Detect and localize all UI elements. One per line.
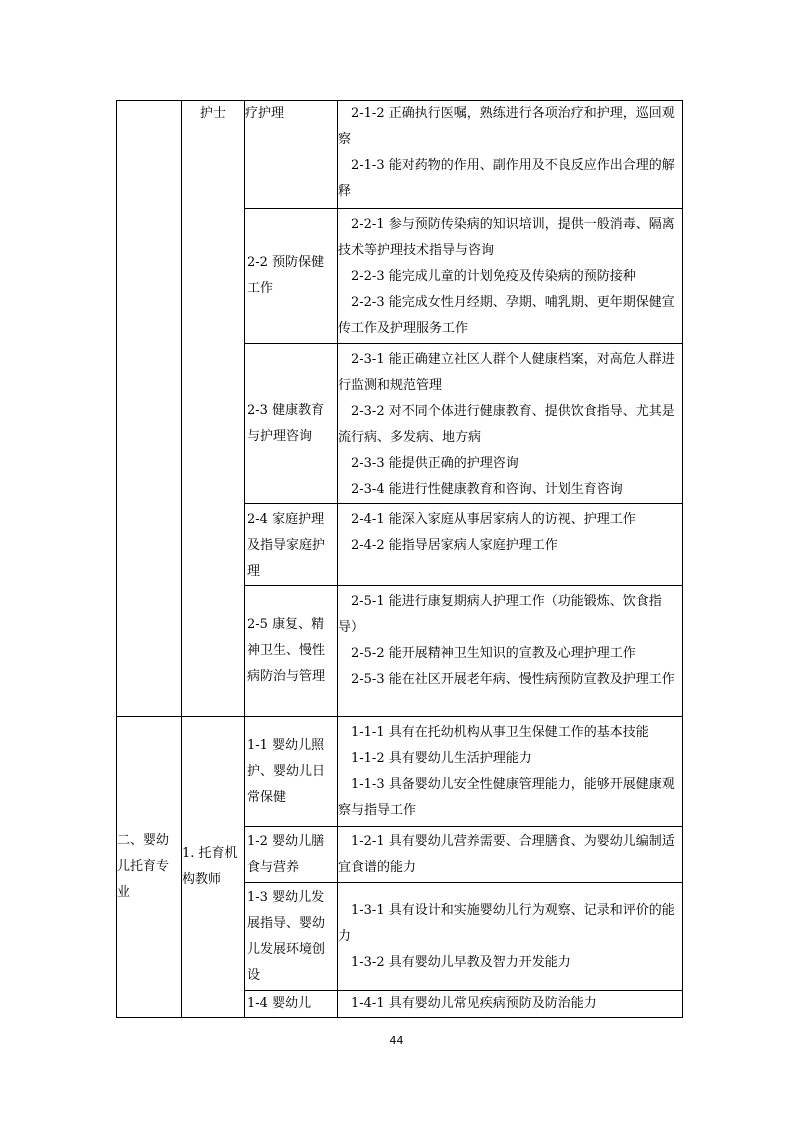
item-text: 2-3-2 对不同个体进行健康教育、提供饮食指导、尤其是流行病、多发病、地方病 [338,404,675,445]
category-cell [245,827,338,883]
item-text: 2-4-1 能深入家庭从事居家病人的访视、护理工作 [351,512,636,527]
item-text: 1-1-3 具备婴幼儿安全性健康管理能力，能够开展健康观察与指导工作 [338,777,675,818]
category-cell [245,991,338,1018]
category-cell [245,504,338,586]
category-text: 2-2 预防保健工作 [247,255,325,296]
item-text: 1-1-2 具有婴幼儿生活护理能力 [351,751,532,766]
major-cell: 二、婴幼儿托育专业 [117,717,182,1018]
items-cell [338,717,683,827]
category-cell [245,101,338,209]
item-text: 1-4-1 具有婴幼儿常见疾病预防及防治能力 [351,996,597,1011]
item-text: 2-3-4 能进行性健康教育和咨询、计划生育咨询 [351,482,623,497]
major-cell [117,101,182,717]
items-cell [338,827,683,883]
item-text: 2-3-1 能正确建立社区人群个人健康档案，对高危人群进行监测和规范管理 [338,352,675,393]
items-cell [338,586,683,717]
items-cell [338,209,683,344]
item-text: 2-4-2 能指导居家病人家庭护理工作 [351,538,558,553]
items-cell [338,101,683,209]
items-cell [338,991,683,1018]
category-text: 1-4 婴幼儿 [247,996,312,1011]
category-text: 1-1 婴幼儿照护、婴幼儿日常保健 [247,737,326,805]
category-text: 2-3 健康教育与护理咨询 [247,402,325,444]
position-cell: 护士 [182,101,245,717]
category-text: 2-5 康复、精神卫生、慢性病防治与管理 [247,617,326,684]
item-text: 2-1-2 正确执行医嘱，熟练进行各项治疗和护理，巡回观察 [338,106,675,147]
category-cell [245,717,338,827]
category-cell [245,883,338,991]
item-text: 2-5-2 能开展精神卫生知识的宣教及心理护理工作 [351,646,636,661]
category-cell [245,586,338,717]
item-text: 1-3-2 具有婴幼儿早教及智力开发能力 [351,954,571,970]
item-text: 1-3-1 具有设计和实施婴幼儿行为观察、记录和评价的能力 [338,902,675,944]
table-row [117,101,683,209]
item-text: 2-1-3 能对药物的作用、副作用及不良反应作出合理的解释 [338,158,675,199]
category-text: 2-4 家庭护理及指导家庭护理 [247,512,326,579]
position-cell: 1. 托育机构教师 [182,717,245,1018]
table-row [117,717,683,827]
page-number: 44 [389,1034,404,1047]
category-text: 1-3 婴幼儿发展指导、婴幼儿发展环境创设 [247,889,326,983]
item-text: 2-2-1 参与预防传染病的知识培训，提供一般消毒、隔离技术等护理技术指导与咨询 [338,217,675,258]
item-text: 1-1-1 具有在托幼机构从事卫生保健工作的基本技能 [351,725,649,740]
curriculum-table [116,100,683,1018]
category-text: 1-2 婴幼儿膳食与营养 [247,833,325,875]
items-cell [338,883,683,991]
category-cell [245,344,338,504]
category-text: 疗护理 [245,106,285,121]
item-text: 2-5-3 能在社区开展老年病、慢性病预防宣教及护理工作 [351,672,675,687]
items-cell [338,344,683,504]
category-cell [245,209,338,344]
item-text: 2-5-1 能进行康复期病人护理工作（功能锻炼、饮食指导） [338,594,662,635]
items-cell [338,504,683,586]
item-text: 2-2-3 能完成儿童的计划免疫及传染病的预防接种 [351,269,636,284]
item-text: 2-3-3 能提供正确的护理咨询 [351,456,519,471]
item-text: 2-2-3 能完成女性月经期、孕期、哺乳期、更年期保健宣传工作及护理服务工作 [338,295,675,336]
item-text: 1-2-1 具有婴幼儿营养需要、合理膳食、为婴幼儿编制适宜食谱的能力 [338,833,675,875]
